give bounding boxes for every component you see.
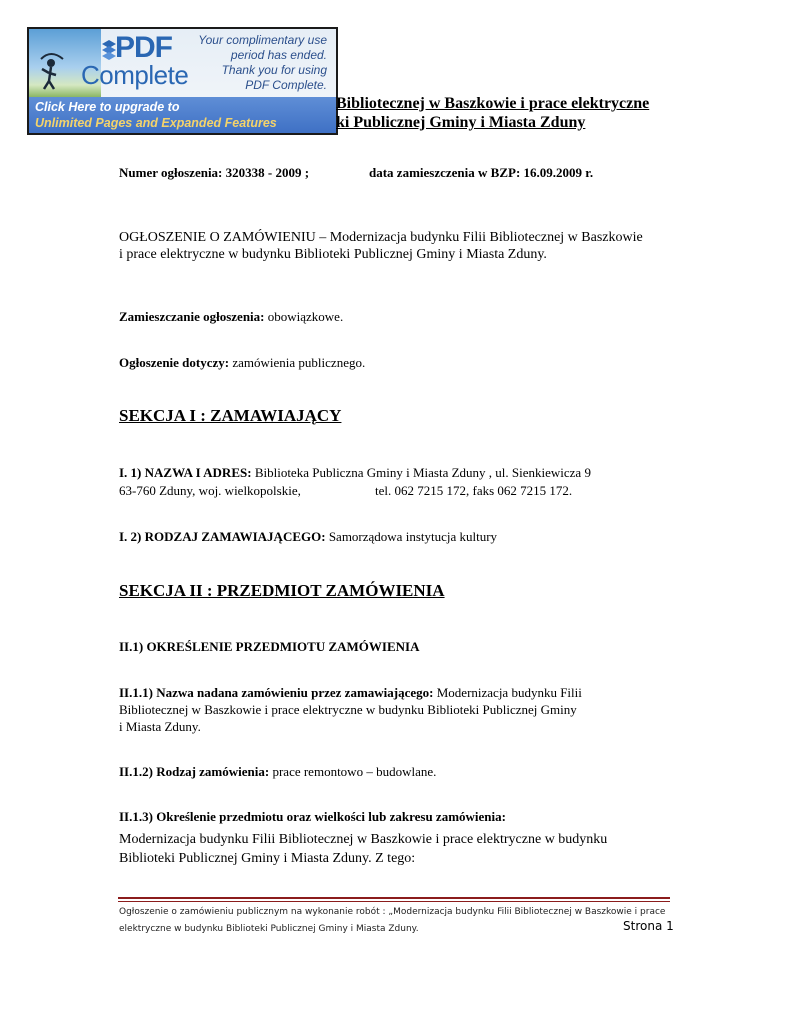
document-title-line2: ki Publicznej Gminy i Miasta Zduny — [336, 114, 586, 131]
section1-type-row — [119, 527, 497, 546]
section2-sub1: II.1) OKREŚLENIE PRZEDMIOTU ZAMÓWIENIA — [119, 639, 420, 654]
section1-name-value: Biblioteka Publiczna Gminy i Miasta Zduny , ul. Sienkiewicza 9 — [254, 465, 591, 480]
upgrade-link-line1[interactable]: Click Here to upgrade to — [35, 100, 180, 114]
section1-name-row — [119, 463, 591, 482]
section1-type-value: Samorządowa instytucja kultury — [328, 529, 498, 544]
posting-row — [119, 307, 343, 326]
notice-date: data zamieszczenia w BZP: 16.09.2009 r. — [369, 165, 594, 180]
notice-number-value: 320338 - 2009 ; — [225, 165, 310, 180]
notice-number-row — [119, 163, 309, 182]
section2-name-value1: Modernizacja budynku Filii — [436, 685, 582, 700]
section1-type-label: I. 2) RODZAJ ZAMAWIAJĄCEGO: — [119, 529, 326, 544]
banner-brand-complete: Complete — [81, 60, 189, 90]
section2-kind-row — [119, 762, 436, 781]
footer-line2: elektryczne w budynku Biblioteki Publicznej Gminy i Miasta Zduny. — [119, 924, 419, 934]
document-title-line1: Bibliotecznej w Baszkowie i prace elektryczne — [336, 95, 650, 112]
banner-promo-text: Your complimentary use period has ended. Thank you for using PDF Complete. — [198, 33, 327, 92]
section2-kind-label: II.1.2) Rodzaj zamówienia: — [119, 764, 270, 779]
concerns-label: Ogłoszenie dotyczy: — [119, 355, 230, 370]
footer-divider — [118, 897, 670, 899]
section2-scope-line2: Biblioteki Publicznej Gminy i Miasta Zduny. Z tego: — [119, 851, 416, 866]
section2-title: SEKCJA II : PRZEDMIOT ZAMÓWIENIA — [119, 581, 445, 600]
section1-name-label: I. 1) NAZWA I ADRES: — [119, 465, 252, 480]
concerns-row — [119, 353, 365, 372]
footer-divider-thin — [118, 901, 670, 902]
posting-value: obowiązkowe. — [267, 309, 344, 324]
section1-phone: tel. 062 7215 172, faks 062 7215 172. — [375, 483, 573, 498]
intro-line1: OGŁOSZENIE O ZAMÓWIENIU – Modernizacja budynku Filii Bibliotecznej w Baszkowie — [119, 230, 643, 245]
page-number: Strona 1 — [623, 919, 674, 933]
section2-name-value3: i Miasta Zduny. — [119, 719, 201, 734]
footer-line1: Ogłoszenie o zamówieniu publicznym na wykonanie robót : „Modernizacja budynku Filii Bibliotecznej w Baszkowie i prace — [119, 907, 666, 917]
section2-scope-label: II.1.3) Określenie przedmiotu oraz wielkości lub zakresu zamówienia: — [119, 809, 506, 824]
pdf-complete-upgrade-banner[interactable] — [27, 27, 338, 135]
section2-scope-line1: Modernizacja budynku Filii Bibliotecznej w Baszkowie i prace elektryczne w budynku — [119, 832, 608, 847]
upgrade-link[interactable] — [29, 97, 336, 135]
section1-title: SEKCJA I : ZAMAWIAJĄCY — [119, 406, 342, 425]
notice-number-label: Numer ogłoszenia: — [119, 165, 223, 180]
section1-address: 63-760 Zduny, woj. wielkopolskie, — [119, 483, 301, 498]
section2-kind-value: prace remontowo – budowlane. — [272, 764, 437, 779]
upgrade-link-line2[interactable]: Unlimited Pages and Expanded Features — [35, 116, 277, 130]
section2-name-value2: Bibliotecznej w Baszkowie i prace elektryczne w budynku Biblioteki Publicznej Gminy — [119, 702, 577, 717]
section2-name-label: II.1.1) Nazwa nadana zamówieniu przez zamawiającego: — [119, 685, 434, 700]
intro-line2: i prace elektryczne w budynku Biblioteki Publicznej Gminy i Miasta Zduny. — [119, 247, 547, 262]
banner-brand-pdf: PDF — [115, 31, 172, 64]
posting-label: Zamieszczanie ogłoszenia: — [119, 309, 265, 324]
concerns-value: zamówienia publicznego. — [232, 355, 366, 370]
